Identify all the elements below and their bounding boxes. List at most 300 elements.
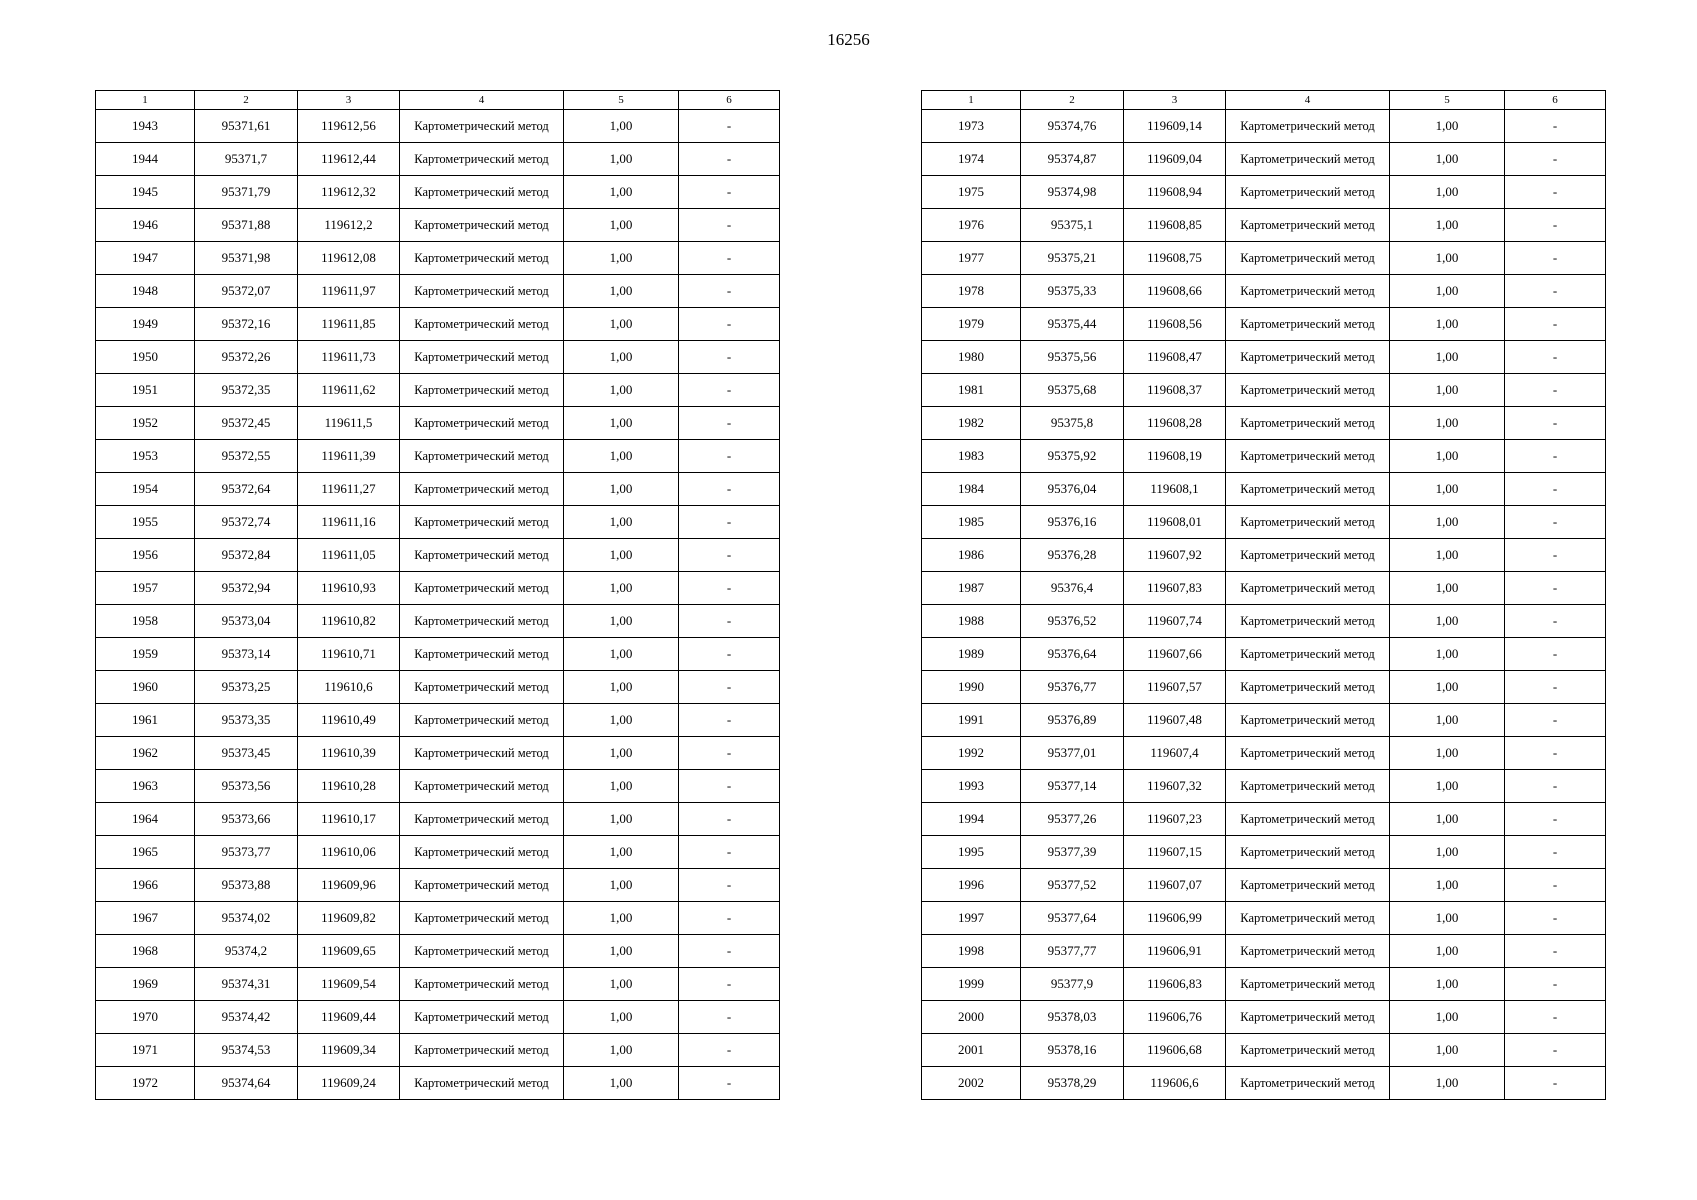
method-cell: Картометрический метод <box>400 572 564 605</box>
description-cell: - <box>1505 605 1606 638</box>
table-row <box>922 704 1606 737</box>
y-coordinate-cell: 119606,68 <box>1124 1034 1226 1067</box>
table-row <box>922 770 1606 803</box>
x-coordinate-cell: 95373,04 <box>195 605 298 638</box>
table-row <box>96 374 780 407</box>
method-cell: Картометрический метод <box>400 209 564 242</box>
accuracy-cell: 1,00 <box>1390 836 1505 869</box>
x-coordinate-cell: 95374,31 <box>195 968 298 1001</box>
point-number-cell: 1947 <box>96 242 195 275</box>
point-number-cell: 1972 <box>96 1067 195 1100</box>
y-coordinate-cell: 119606,83 <box>1124 968 1226 1001</box>
accuracy-cell: 1,00 <box>564 572 679 605</box>
method-cell: Картометрический метод <box>400 671 564 704</box>
y-coordinate-cell: 119611,5 <box>298 407 400 440</box>
accuracy-cell: 1,00 <box>1390 308 1505 341</box>
method-cell: Картометрический метод <box>1226 275 1390 308</box>
point-number-cell: 2001 <box>922 1034 1021 1067</box>
table-row <box>922 671 1606 704</box>
description-cell: - <box>1505 1067 1606 1100</box>
y-coordinate-cell: 119608,01 <box>1124 506 1226 539</box>
point-number-cell: 1955 <box>96 506 195 539</box>
x-coordinate-cell: 95374,53 <box>195 1034 298 1067</box>
description-cell: - <box>679 1001 780 1034</box>
table-body <box>96 110 780 1100</box>
y-coordinate-cell: 119612,32 <box>298 176 400 209</box>
point-number-cell: 1945 <box>96 176 195 209</box>
header-row <box>96 91 780 110</box>
description-cell: - <box>1505 902 1606 935</box>
point-number-cell: 1995 <box>922 836 1021 869</box>
table-row <box>96 836 780 869</box>
description-cell: - <box>1505 242 1606 275</box>
y-coordinate-cell: 119611,27 <box>298 473 400 506</box>
accuracy-cell: 1,00 <box>564 374 679 407</box>
accuracy-cell: 1,00 <box>564 473 679 506</box>
point-number-cell: 1980 <box>922 341 1021 374</box>
y-coordinate-cell: 119609,82 <box>298 902 400 935</box>
table-row <box>922 902 1606 935</box>
x-coordinate-cell: 95373,77 <box>195 836 298 869</box>
description-cell: - <box>1505 308 1606 341</box>
accuracy-cell: 1,00 <box>1390 869 1505 902</box>
method-cell: Картометрический метод <box>1226 1001 1390 1034</box>
table-row <box>96 341 780 374</box>
accuracy-cell: 1,00 <box>1390 1001 1505 1034</box>
table-row <box>96 473 780 506</box>
method-cell: Картометрический метод <box>1226 407 1390 440</box>
accuracy-cell: 1,00 <box>564 539 679 572</box>
header-row <box>922 91 1606 110</box>
accuracy-cell: 1,00 <box>1390 1067 1505 1100</box>
header-cell: 3 <box>1124 91 1226 110</box>
method-cell: Картометрический метод <box>400 341 564 374</box>
description-cell: - <box>679 902 780 935</box>
table-row <box>96 605 780 638</box>
point-number-cell: 1956 <box>96 539 195 572</box>
description-cell: - <box>1505 506 1606 539</box>
table-row <box>96 737 780 770</box>
point-number-cell: 1986 <box>922 539 1021 572</box>
x-coordinate-cell: 95376,4 <box>1021 572 1124 605</box>
accuracy-cell: 1,00 <box>1390 110 1505 143</box>
y-coordinate-cell: 119608,37 <box>1124 374 1226 407</box>
y-coordinate-cell: 119611,85 <box>298 308 400 341</box>
point-number-cell: 1970 <box>96 1001 195 1034</box>
description-cell: - <box>679 836 780 869</box>
method-cell: Картометрический метод <box>400 605 564 638</box>
y-coordinate-cell: 119611,16 <box>298 506 400 539</box>
y-coordinate-cell: 119609,65 <box>298 935 400 968</box>
y-coordinate-cell: 119608,1 <box>1124 473 1226 506</box>
description-cell: - <box>1505 374 1606 407</box>
x-coordinate-cell: 95375,33 <box>1021 275 1124 308</box>
table-row <box>96 869 780 902</box>
point-number-cell: 1994 <box>922 803 1021 836</box>
x-coordinate-cell: 95378,29 <box>1021 1067 1124 1100</box>
description-cell: - <box>1505 935 1606 968</box>
y-coordinate-cell: 119608,94 <box>1124 176 1226 209</box>
table-row <box>96 770 780 803</box>
y-coordinate-cell: 119607,74 <box>1124 605 1226 638</box>
method-cell: Картометрический метод <box>1226 209 1390 242</box>
table-row <box>922 275 1606 308</box>
x-coordinate-cell: 95373,66 <box>195 803 298 836</box>
header-cell: 5 <box>564 91 679 110</box>
accuracy-cell: 1,00 <box>564 209 679 242</box>
x-coordinate-cell: 95375,44 <box>1021 308 1124 341</box>
x-coordinate-cell: 95375,68 <box>1021 374 1124 407</box>
x-coordinate-cell: 95378,16 <box>1021 1034 1124 1067</box>
method-cell: Картометрический метод <box>400 374 564 407</box>
table-row <box>922 935 1606 968</box>
x-coordinate-cell: 95377,14 <box>1021 770 1124 803</box>
x-coordinate-cell: 95374,64 <box>195 1067 298 1100</box>
method-cell: Картометрический метод <box>400 869 564 902</box>
description-cell: - <box>1505 539 1606 572</box>
point-number-cell: 1969 <box>96 968 195 1001</box>
point-number-cell: 1967 <box>96 902 195 935</box>
point-number-cell: 1968 <box>96 935 195 968</box>
method-cell: Картометрический метод <box>1226 176 1390 209</box>
y-coordinate-cell: 119607,57 <box>1124 671 1226 704</box>
method-cell: Картометрический метод <box>1226 473 1390 506</box>
table-row <box>922 836 1606 869</box>
point-number-cell: 1979 <box>922 308 1021 341</box>
table-row <box>96 671 780 704</box>
method-cell: Картометрический метод <box>1226 1067 1390 1100</box>
accuracy-cell: 1,00 <box>1390 572 1505 605</box>
accuracy-cell: 1,00 <box>564 935 679 968</box>
y-coordinate-cell: 119610,49 <box>298 704 400 737</box>
method-cell: Картометрический метод <box>1226 671 1390 704</box>
method-cell: Картометрический метод <box>1226 605 1390 638</box>
point-number-cell: 1965 <box>96 836 195 869</box>
table-row <box>96 176 780 209</box>
method-cell: Картометрический метод <box>1226 968 1390 1001</box>
point-number-cell: 1999 <box>922 968 1021 1001</box>
table-row <box>922 176 1606 209</box>
x-coordinate-cell: 95376,04 <box>1021 473 1124 506</box>
y-coordinate-cell: 119608,75 <box>1124 242 1226 275</box>
x-coordinate-cell: 95377,26 <box>1021 803 1124 836</box>
header-cell: 4 <box>1226 91 1390 110</box>
accuracy-cell: 1,00 <box>1390 803 1505 836</box>
description-cell: - <box>679 1034 780 1067</box>
x-coordinate-cell: 95376,16 <box>1021 506 1124 539</box>
table-row <box>96 539 780 572</box>
point-number-cell: 1949 <box>96 308 195 341</box>
accuracy-cell: 1,00 <box>564 308 679 341</box>
method-cell: Картометрический метод <box>400 638 564 671</box>
y-coordinate-cell: 119606,91 <box>1124 935 1226 968</box>
method-cell: Картометрический метод <box>400 704 564 737</box>
coordinates-table-left <box>95 90 780 1100</box>
header-cell: 2 <box>1021 91 1124 110</box>
accuracy-cell: 1,00 <box>1390 209 1505 242</box>
accuracy-cell: 1,00 <box>564 275 679 308</box>
description-cell: - <box>679 539 780 572</box>
accuracy-cell: 1,00 <box>564 506 679 539</box>
table-row <box>922 737 1606 770</box>
point-number-cell: 1983 <box>922 440 1021 473</box>
method-cell: Картометрический метод <box>1226 902 1390 935</box>
description-cell: - <box>679 572 780 605</box>
table-row <box>922 572 1606 605</box>
accuracy-cell: 1,00 <box>564 407 679 440</box>
table-row <box>96 242 780 275</box>
header-cell: 5 <box>1390 91 1505 110</box>
point-number-cell: 1962 <box>96 737 195 770</box>
accuracy-cell: 1,00 <box>564 869 679 902</box>
method-cell: Картометрический метод <box>400 1034 564 1067</box>
table-row <box>922 341 1606 374</box>
accuracy-cell: 1,00 <box>564 737 679 770</box>
method-cell: Картометрический метод <box>400 737 564 770</box>
accuracy-cell: 1,00 <box>564 836 679 869</box>
y-coordinate-cell: 119611,73 <box>298 341 400 374</box>
y-coordinate-cell: 119610,71 <box>298 638 400 671</box>
point-number-cell: 1993 <box>922 770 1021 803</box>
y-coordinate-cell: 119609,24 <box>298 1067 400 1100</box>
coordinates-table-right <box>921 90 1606 1100</box>
description-cell: - <box>1505 473 1606 506</box>
x-coordinate-cell: 95377,9 <box>1021 968 1124 1001</box>
description-cell: - <box>679 407 780 440</box>
method-cell: Картометрический метод <box>400 473 564 506</box>
point-number-cell: 1991 <box>922 704 1021 737</box>
description-cell: - <box>1505 341 1606 374</box>
header-cell: 1 <box>96 91 195 110</box>
y-coordinate-cell: 119607,07 <box>1124 869 1226 902</box>
table-row <box>96 209 780 242</box>
method-cell: Картометрический метод <box>1226 506 1390 539</box>
accuracy-cell: 1,00 <box>1390 737 1505 770</box>
method-cell: Картометрический метод <box>1226 737 1390 770</box>
table-row <box>96 275 780 308</box>
point-number-cell: 1960 <box>96 671 195 704</box>
method-cell: Картометрический метод <box>400 836 564 869</box>
description-cell: - <box>1505 737 1606 770</box>
header-cell: 6 <box>679 91 780 110</box>
table-row <box>922 374 1606 407</box>
point-number-cell: 1964 <box>96 803 195 836</box>
x-coordinate-cell: 95376,89 <box>1021 704 1124 737</box>
description-cell: - <box>679 770 780 803</box>
y-coordinate-cell: 119606,6 <box>1124 1067 1226 1100</box>
accuracy-cell: 1,00 <box>1390 1034 1505 1067</box>
table-row <box>922 308 1606 341</box>
y-coordinate-cell: 119607,15 <box>1124 836 1226 869</box>
point-number-cell: 1952 <box>96 407 195 440</box>
y-coordinate-cell: 119606,99 <box>1124 902 1226 935</box>
y-coordinate-cell: 119607,92 <box>1124 539 1226 572</box>
point-number-cell: 1954 <box>96 473 195 506</box>
method-cell: Картометрический метод <box>400 968 564 1001</box>
y-coordinate-cell: 119608,19 <box>1124 440 1226 473</box>
y-coordinate-cell: 119611,39 <box>298 440 400 473</box>
table-row <box>922 110 1606 143</box>
description-cell: - <box>679 176 780 209</box>
point-number-cell: 1989 <box>922 638 1021 671</box>
accuracy-cell: 1,00 <box>1390 605 1505 638</box>
method-cell: Картометрический метод <box>1226 572 1390 605</box>
description-cell: - <box>1505 638 1606 671</box>
y-coordinate-cell: 119607,4 <box>1124 737 1226 770</box>
description-cell: - <box>1505 803 1606 836</box>
point-number-cell: 1992 <box>922 737 1021 770</box>
table-row <box>922 242 1606 275</box>
y-coordinate-cell: 119610,06 <box>298 836 400 869</box>
x-coordinate-cell: 95372,55 <box>195 440 298 473</box>
description-cell: - <box>1505 1001 1606 1034</box>
point-number-cell: 1950 <box>96 341 195 374</box>
table-row <box>96 143 780 176</box>
x-coordinate-cell: 95371,7 <box>195 143 298 176</box>
table-row <box>96 968 780 1001</box>
x-coordinate-cell: 95374,2 <box>195 935 298 968</box>
accuracy-cell: 1,00 <box>564 242 679 275</box>
method-cell: Картометрический метод <box>1226 935 1390 968</box>
table-row <box>922 1034 1606 1067</box>
accuracy-cell: 1,00 <box>1390 407 1505 440</box>
method-cell: Картометрический метод <box>1226 374 1390 407</box>
table-row <box>922 605 1606 638</box>
description-cell: - <box>679 737 780 770</box>
table-row <box>922 539 1606 572</box>
table-row <box>922 803 1606 836</box>
description-cell: - <box>1505 572 1606 605</box>
point-number-cell: 1977 <box>922 242 1021 275</box>
x-coordinate-cell: 95374,42 <box>195 1001 298 1034</box>
y-coordinate-cell: 119608,28 <box>1124 407 1226 440</box>
method-cell: Картометрический метод <box>1226 242 1390 275</box>
method-cell: Картометрический метод <box>1226 770 1390 803</box>
method-cell: Картометрический метод <box>400 176 564 209</box>
table-row <box>96 1034 780 1067</box>
method-cell: Картометрический метод <box>1226 803 1390 836</box>
description-cell: - <box>1505 968 1606 1001</box>
method-cell: Картометрический метод <box>400 803 564 836</box>
x-coordinate-cell: 95377,77 <box>1021 935 1124 968</box>
y-coordinate-cell: 119607,66 <box>1124 638 1226 671</box>
x-coordinate-cell: 95372,45 <box>195 407 298 440</box>
method-cell: Картометрический метод <box>1226 110 1390 143</box>
table-row <box>922 1001 1606 1034</box>
x-coordinate-cell: 95372,16 <box>195 308 298 341</box>
y-coordinate-cell: 119607,32 <box>1124 770 1226 803</box>
x-coordinate-cell: 95376,77 <box>1021 671 1124 704</box>
accuracy-cell: 1,00 <box>564 1001 679 1034</box>
description-cell: - <box>1505 770 1606 803</box>
accuracy-cell: 1,00 <box>1390 704 1505 737</box>
point-number-cell: 1951 <box>96 374 195 407</box>
y-coordinate-cell: 119610,82 <box>298 605 400 638</box>
y-coordinate-cell: 119611,62 <box>298 374 400 407</box>
accuracy-cell: 1,00 <box>1390 176 1505 209</box>
method-cell: Картометрический метод <box>400 275 564 308</box>
accuracy-cell: 1,00 <box>564 704 679 737</box>
accuracy-cell: 1,00 <box>1390 473 1505 506</box>
table-row <box>96 506 780 539</box>
header-cell: 1 <box>922 91 1021 110</box>
point-number-cell: 1966 <box>96 869 195 902</box>
method-cell: Картометрический метод <box>400 935 564 968</box>
point-number-cell: 1997 <box>922 902 1021 935</box>
description-cell: - <box>679 869 780 902</box>
method-cell: Картометрический метод <box>1226 440 1390 473</box>
method-cell: Картометрический метод <box>400 407 564 440</box>
table-row <box>922 440 1606 473</box>
y-coordinate-cell: 119609,96 <box>298 869 400 902</box>
description-cell: - <box>679 968 780 1001</box>
table-row <box>96 572 780 605</box>
method-cell: Картометрический метод <box>1226 308 1390 341</box>
description-cell: - <box>1505 407 1606 440</box>
description-cell: - <box>1505 143 1606 176</box>
description-cell: - <box>1505 176 1606 209</box>
table-row <box>922 869 1606 902</box>
table-body <box>922 110 1606 1100</box>
x-coordinate-cell: 95372,26 <box>195 341 298 374</box>
table-row <box>96 407 780 440</box>
accuracy-cell: 1,00 <box>564 143 679 176</box>
y-coordinate-cell: 119608,85 <box>1124 209 1226 242</box>
method-cell: Картометрический метод <box>400 110 564 143</box>
point-number-cell: 1961 <box>96 704 195 737</box>
y-coordinate-cell: 119609,04 <box>1124 143 1226 176</box>
x-coordinate-cell: 95377,39 <box>1021 836 1124 869</box>
x-coordinate-cell: 95373,25 <box>195 671 298 704</box>
method-cell: Картометрический метод <box>400 1001 564 1034</box>
accuracy-cell: 1,00 <box>1390 968 1505 1001</box>
table-row <box>96 902 780 935</box>
table-row <box>922 209 1606 242</box>
description-cell: - <box>679 275 780 308</box>
method-cell: Картометрический метод <box>400 506 564 539</box>
description-cell: - <box>679 242 780 275</box>
point-number-cell: 2000 <box>922 1001 1021 1034</box>
x-coordinate-cell: 95374,87 <box>1021 143 1124 176</box>
table-row <box>96 1001 780 1034</box>
method-cell: Картометрический метод <box>400 143 564 176</box>
accuracy-cell: 1,00 <box>1390 374 1505 407</box>
x-coordinate-cell: 95374,02 <box>195 902 298 935</box>
description-cell: - <box>679 638 780 671</box>
accuracy-cell: 1,00 <box>564 110 679 143</box>
method-cell: Картометрический метод <box>1226 869 1390 902</box>
description-cell: - <box>679 704 780 737</box>
description-cell: - <box>1505 836 1606 869</box>
x-coordinate-cell: 95373,35 <box>195 704 298 737</box>
x-coordinate-cell: 95374,76 <box>1021 110 1124 143</box>
table-row <box>922 968 1606 1001</box>
x-coordinate-cell: 95378,03 <box>1021 1001 1124 1034</box>
point-number-cell: 1990 <box>922 671 1021 704</box>
header-cell: 3 <box>298 91 400 110</box>
method-cell: Картометрический метод <box>1226 143 1390 176</box>
description-cell: - <box>679 143 780 176</box>
table-row <box>96 638 780 671</box>
x-coordinate-cell: 95372,84 <box>195 539 298 572</box>
x-coordinate-cell: 95371,61 <box>195 110 298 143</box>
point-number-cell: 1953 <box>96 440 195 473</box>
accuracy-cell: 1,00 <box>564 902 679 935</box>
y-coordinate-cell: 119607,83 <box>1124 572 1226 605</box>
description-cell: - <box>679 341 780 374</box>
y-coordinate-cell: 119611,97 <box>298 275 400 308</box>
description-cell: - <box>679 506 780 539</box>
